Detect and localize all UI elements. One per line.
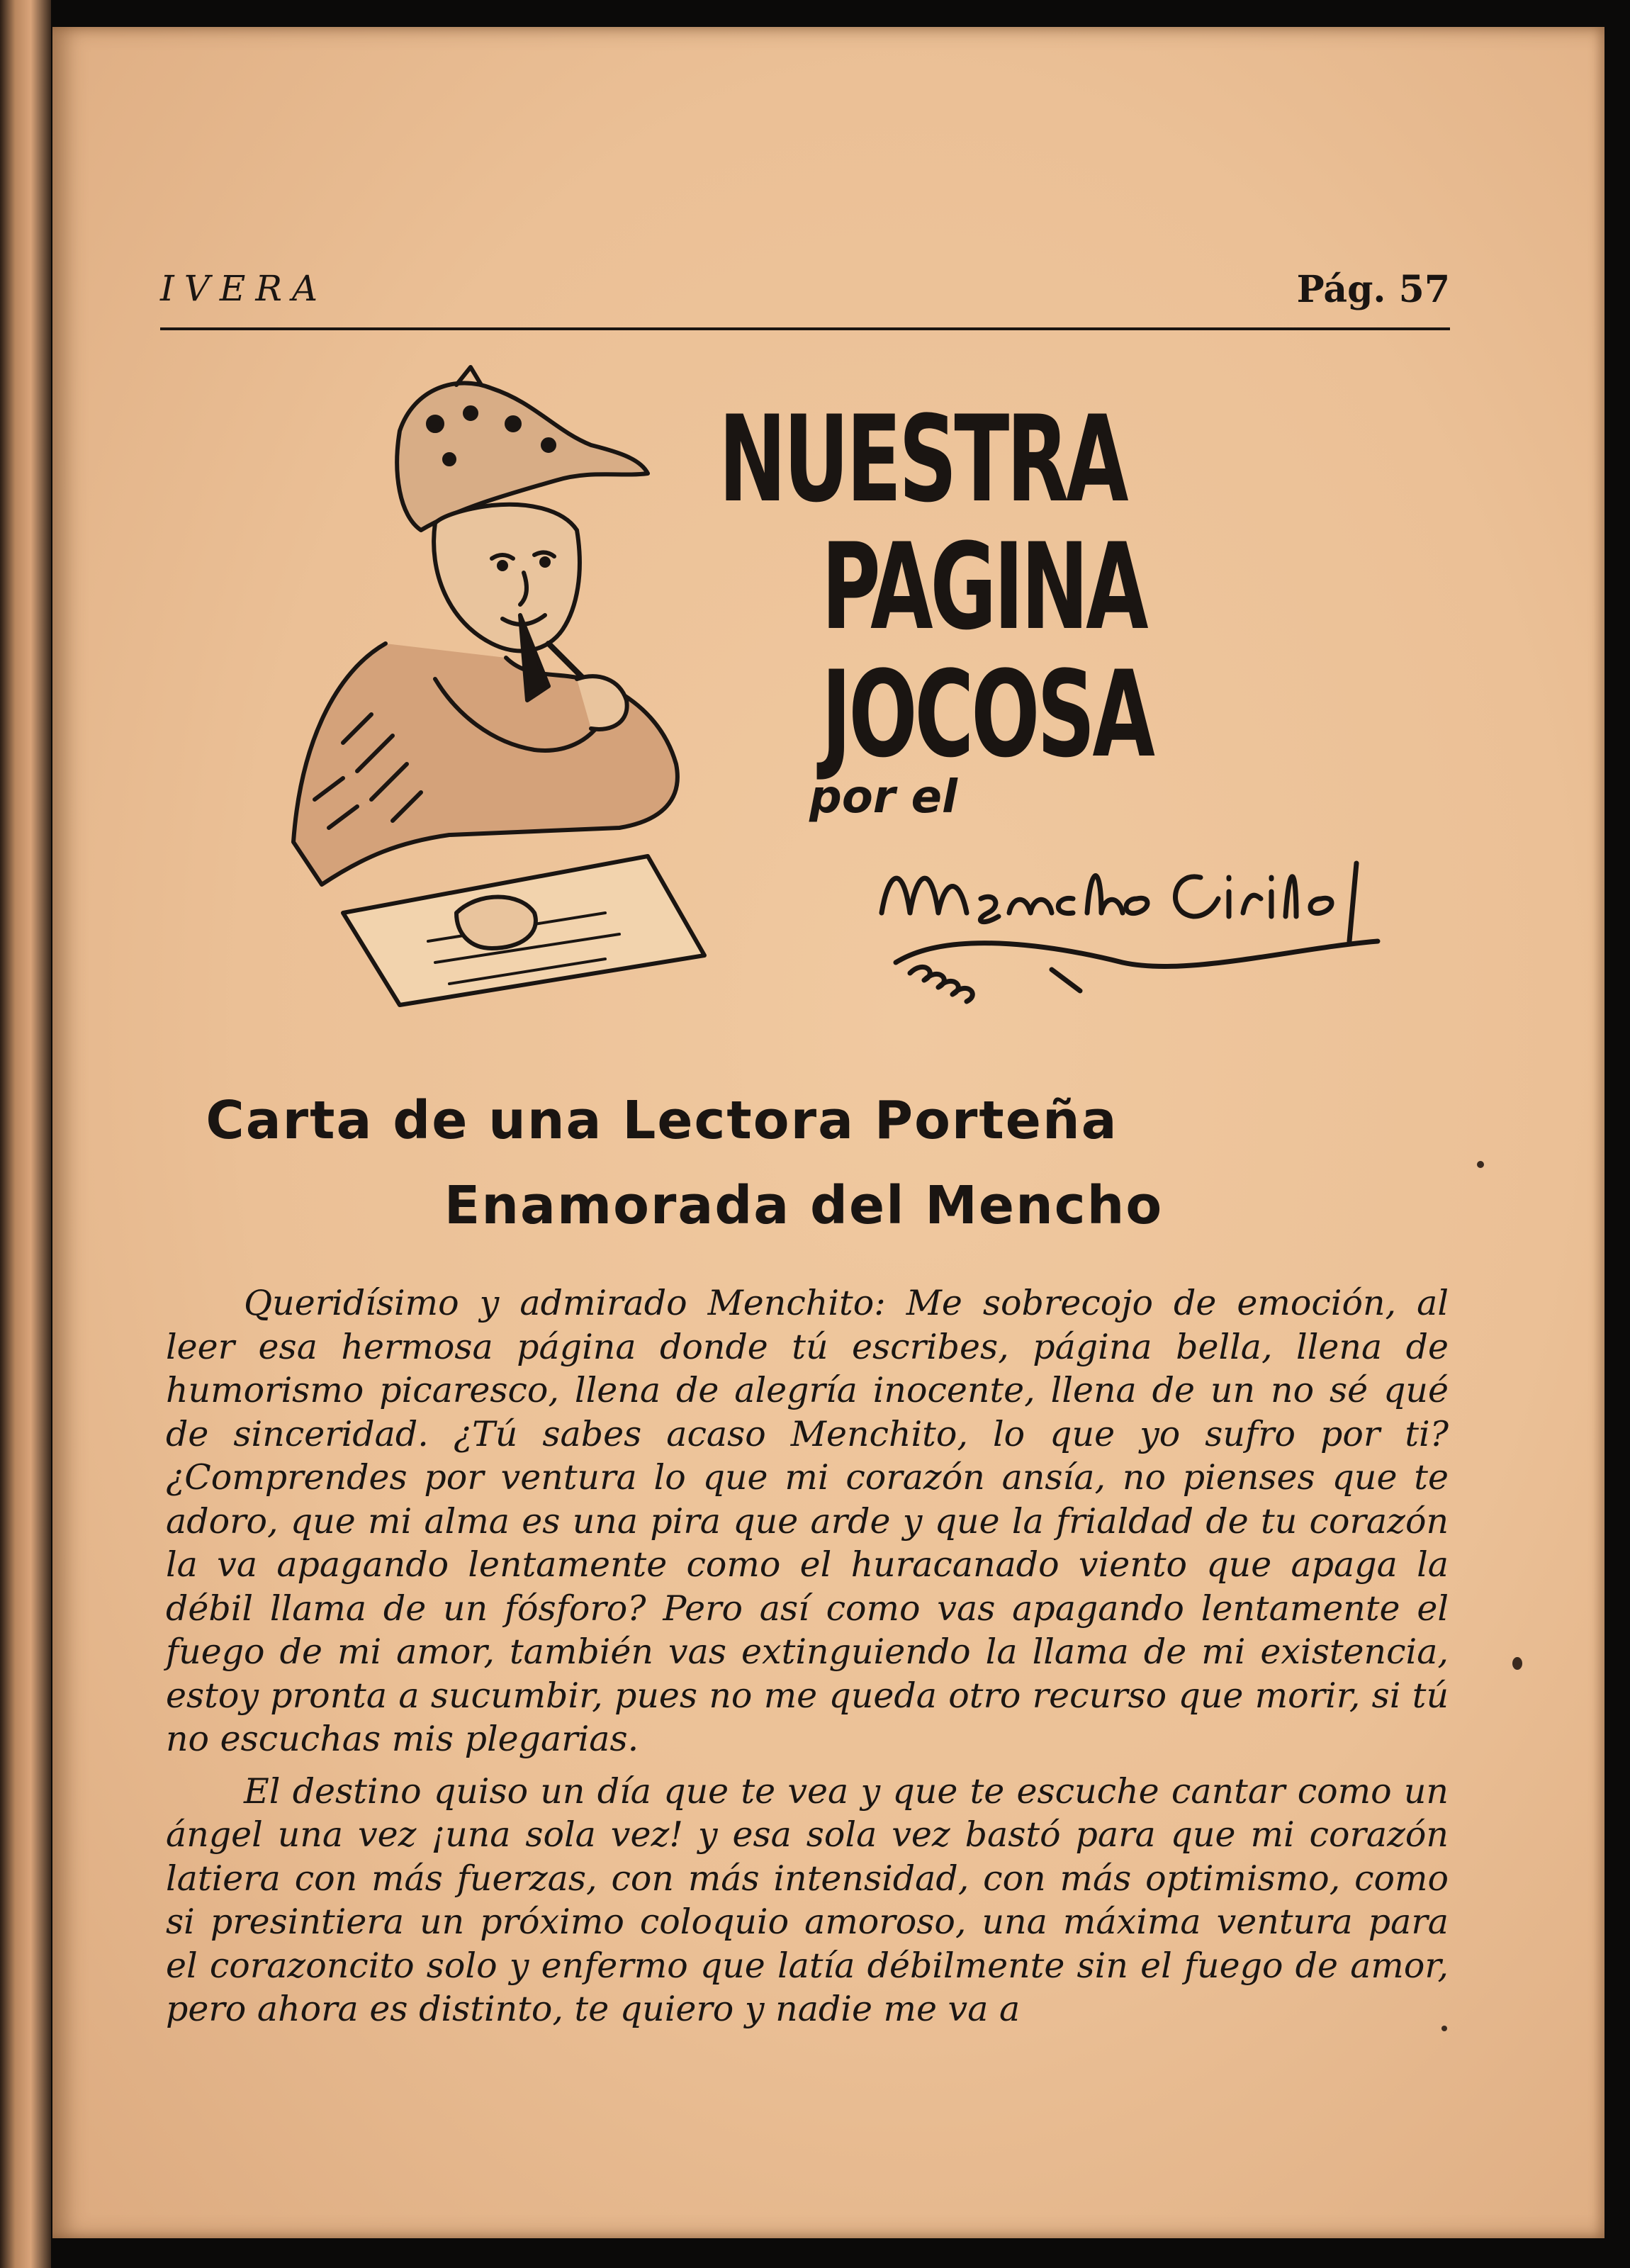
article-title-line-2: Enamorada del Mencho — [444, 1175, 1164, 1236]
paragraph: El destino quiso un día que te vea y que te escuche cantar como un ángel una vez ¡una sola vez! y esa sola vez bastó para que mi corazón latiera con más fuerzas, con más intensidad, con más optimismo, como si presintiera un próximo coloquio amoroso, una máxima ventura para el corazoncito solo y enfermo que latía débilmente sin el fuego de amor, pero ahora es distinto, te quiero y nadie me va a — [166, 1770, 1449, 2029]
book-spine — [0, 0, 51, 2268]
paper-speck — [1441, 2026, 1447, 2031]
logo-line-1: NUESTRA — [719, 390, 1126, 529]
section-logo-title — [719, 390, 1356, 784]
logo-line-2: PAGINA — [821, 517, 1146, 656]
byline: por el — [809, 771, 957, 824]
paper-speck — [1512, 1657, 1522, 1670]
article-title-line-1: Carta de una Lectora Porteña — [206, 1090, 1118, 1151]
article-body — [166, 1281, 1449, 2040]
paper-speck — [1477, 1161, 1484, 1168]
magazine-name: IVERA — [160, 268, 328, 309]
page-number: Pág. 57 — [1296, 268, 1450, 311]
running-header — [160, 240, 1450, 332]
book-page — [52, 27, 1604, 2238]
logo-line-3: JOCOSA — [821, 645, 1152, 784]
paragraph: Queridísimo y admirado Menchito: Me sobrecojo de emoción, al leer esa hermosa página donde tú escribes, página bella, llena de humorismo picaresco, llena de alegría inocente, llena de un no sé qué de sinceridad. ¿Tú sabes acaso Menchito, lo que yo sufro por ti? ¿Comprendes por ventura lo que mi corazón ansía, no pienses que te adoro, que mi alma es una pira que arde y que la frialdad de tu corazón la va apagando lentamente como el huracanado viento que apaga la débil llama de un fósforo? Pero así como vas apagando lentamente el fuego de mi amor, también vas extinguiendo la llama de mi existencia, estoy pronta a sucumbir, pues no me queda otro recurso que morir, si tú no escuchas mis plegarias. — [166, 1283, 1449, 1759]
header-rule — [160, 327, 1450, 330]
mencho-cirilo-signature — [867, 821, 1392, 1005]
